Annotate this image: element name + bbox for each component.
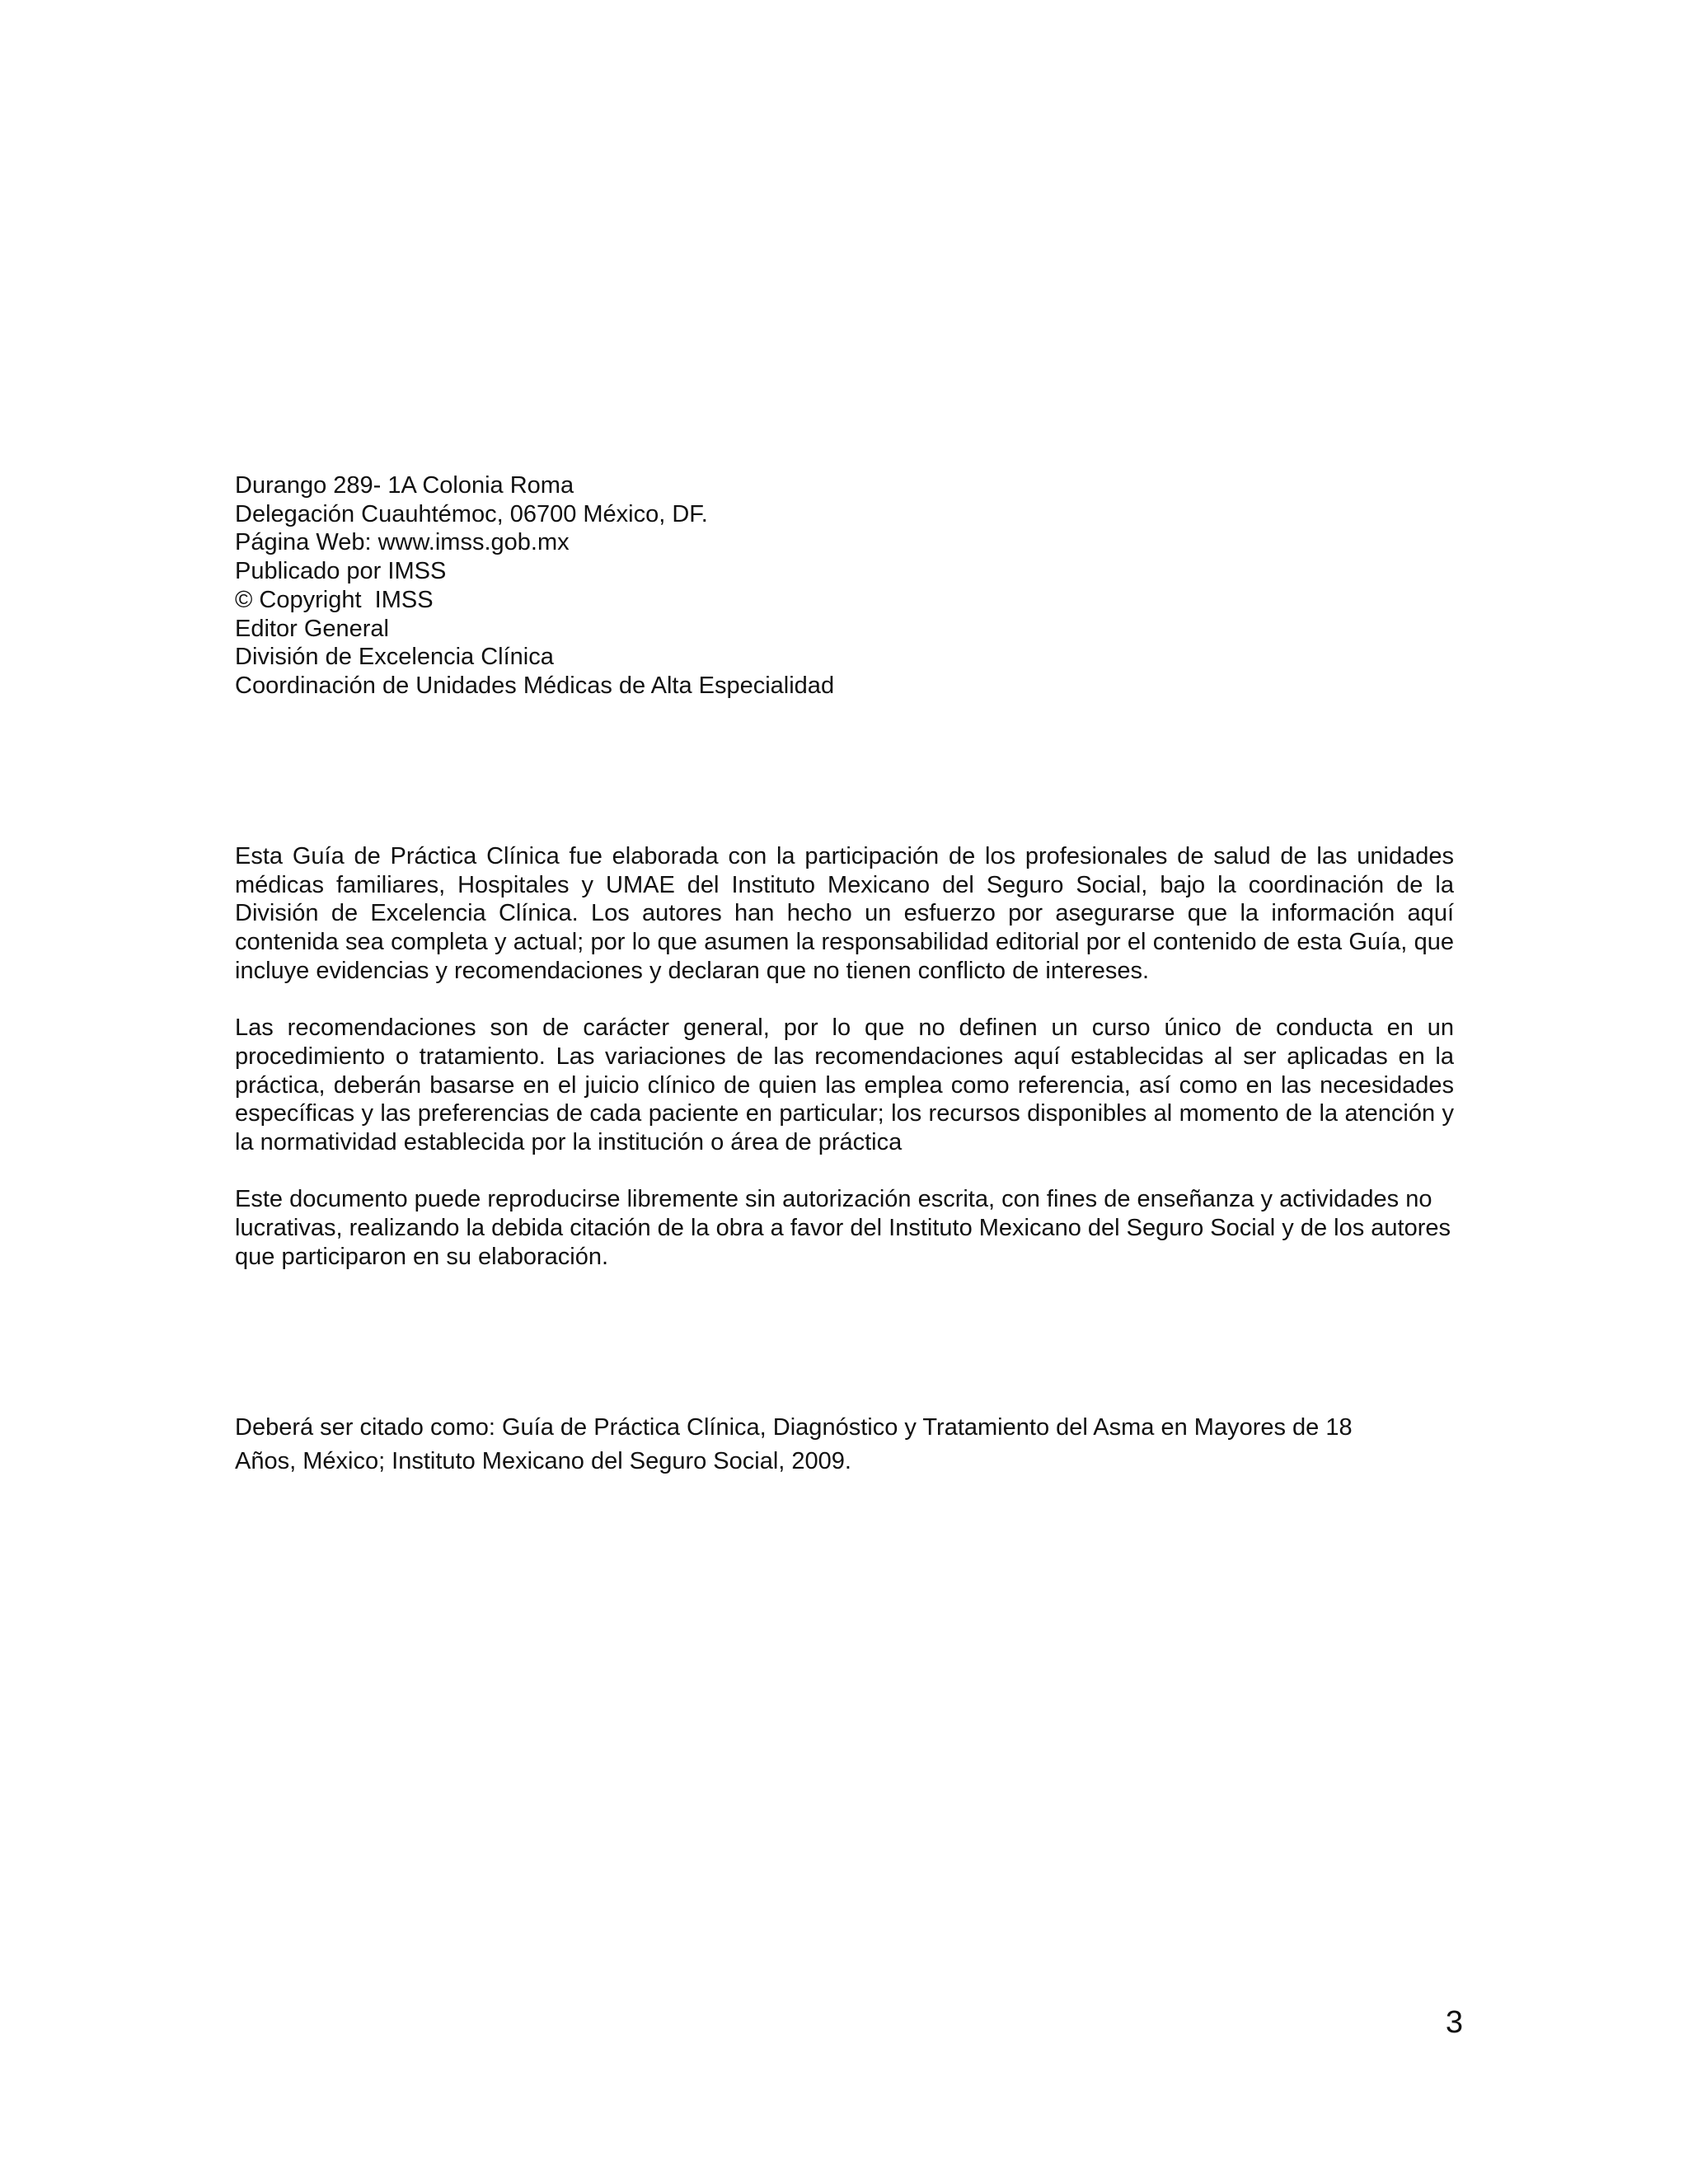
- address-line-street: Durango 289- 1A Colonia Roma: [235, 472, 574, 499]
- paragraph-recommendations: Las recomendaciones son de carácter general, por lo que no definen un curso único de conducta en un procedimiento o tratamiento. Las variaciones de las recomendaciones aquí establecidas al ser aplicadas en la práctica, deberán basarse en el juicio clínico de quien las emplea como referencia, así como en las necesidades específicas y las preferencias de cada paciente en particular; los recursos disponibles al momento de la atención y la normatividad establecida por la institución o área de práctica: [235, 1015, 1454, 1156]
- publisher-address-block: [235, 471, 1471, 701]
- address-line-copyright: © Copyright IMSS: [235, 586, 434, 613]
- address-line-editor: Editor General: [235, 615, 389, 642]
- paragraph-reproduction: Este documento puede reproducirse libremente sin autorización escrita, con fines de enseñanza y actividades no lucrativas, realizando la debida citación de la obra a favor del Instituto Mexicano del Seguro Social y de los autores que participaron en su elaboración.: [235, 1186, 1451, 1270]
- paragraph-elaboration: Esta Guía de Práctica Clínica fue elaborada con la participación de los profesionales de salud de las unidades médicas familiares, Hospitales y UMAE del Instituto Mexicano del Seguro Social, bajo la coordinación de la División de Excelencia Clínica. Los autores han hecho un esfuerzo por asegurarse que la información aquí contenida sea completa y actual; por lo que asumen la responsabilidad editorial por el contenido de esta Guía, que incluye evidencias y recomendaciones y declaran que no tienen conflicto de intereses.: [235, 843, 1454, 984]
- address-line-division: División de Excelencia Clínica: [235, 644, 554, 671]
- address-line-coordination: Coordinación de Unidades Médicas de Alta Especialidad: [235, 672, 835, 699]
- page-number: 3: [1445, 2005, 1463, 2040]
- address-line-website: Página Web: www.imss.gob.mx: [235, 529, 570, 556]
- citation-text: Deberá ser citado como: Guía de Práctica Clínica, Diagnóstico y Tratamiento del Asma en Mayores de 18 Años, México; Instituto Mexicano del Seguro Social, 2009.: [235, 1414, 1353, 1474]
- citation-block: [235, 1411, 1471, 1479]
- address-line-delegation: Delegación Cuauhtémoc, 06700 México, DF.: [235, 500, 708, 527]
- disclaimer-body: [235, 842, 1454, 1300]
- address-line-publisher: Publicado por IMSS: [235, 558, 447, 585]
